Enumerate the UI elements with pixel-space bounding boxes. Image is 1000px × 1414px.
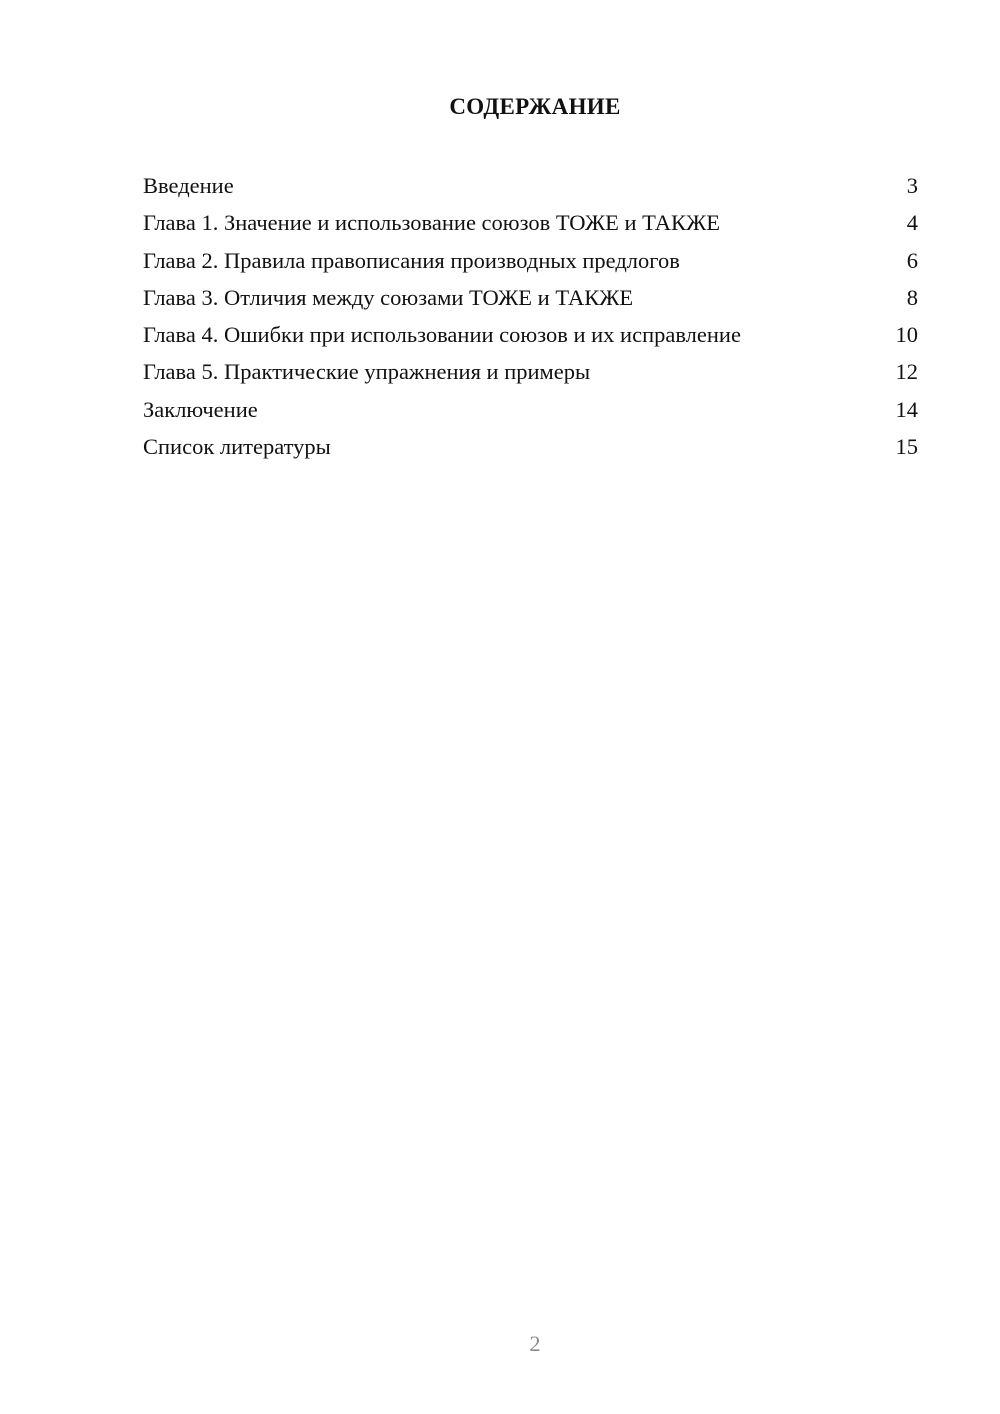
toc-entry-page: 3: [906, 173, 918, 198]
toc-entry-label: Глава 1. Значение и использование союзов ТОЖЕ и ТАКЖЕ: [143, 210, 720, 236]
toc-entry-page: 8: [906, 284, 918, 310]
toc-entry-page: 15: [895, 434, 918, 460]
toc-entry-label: Список литературы: [143, 434, 331, 460]
toc-entry-label: Глава 5. Практические упражнения и примеры: [143, 359, 591, 385]
toc-entry-label: Глава 3. Отличия между союзами ТОЖЕ и ТАКЖЕ: [143, 284, 634, 310]
toc-entry-page: 6: [906, 247, 918, 273]
toc-entry: [143, 167, 918, 204]
toc-entry: [143, 391, 918, 428]
toc-entry-label: Глава 2. Правила правописания производных предлогов: [143, 247, 680, 273]
toc-entry-label: Заключение: [143, 396, 258, 422]
toc-entry-page: 12: [895, 359, 918, 385]
toc-entry-label: Введение: [143, 173, 234, 198]
page-number: 2: [529, 1331, 541, 1356]
toc-list: [143, 167, 918, 465]
toc-entry: [143, 353, 918, 390]
toc-entry-page: 4: [906, 210, 918, 236]
toc-entry: [143, 279, 918, 316]
toc-entry: [143, 204, 918, 241]
toc-entry-page: 10: [895, 322, 918, 348]
toc-entry: [143, 242, 918, 279]
toc-entry: [143, 316, 918, 353]
toc-entry-label: Глава 4. Ошибки при использовании союзов и их исправление: [143, 322, 741, 348]
toc-entry: [143, 428, 918, 465]
toc-title: СОДЕРЖАНИЕ: [449, 94, 621, 119]
toc-entry-page: 14: [895, 396, 918, 422]
